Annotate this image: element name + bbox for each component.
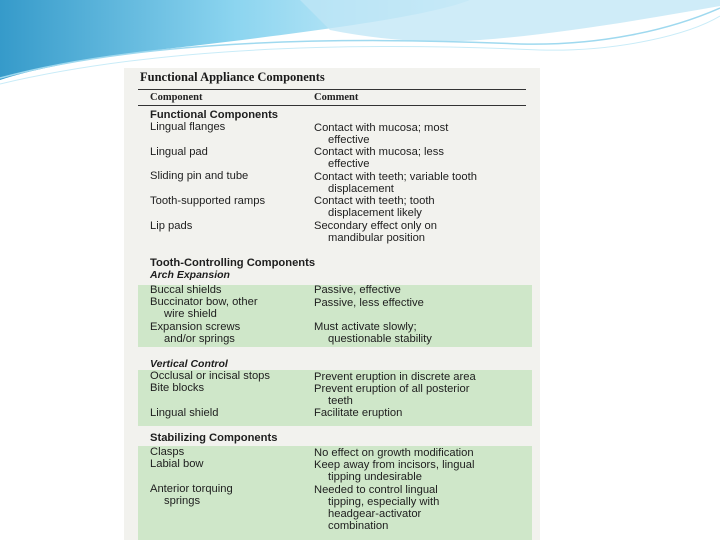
comment-cell: Prevent eruption in discrete area bbox=[314, 371, 476, 383]
comment-cell: Passive, less effective bbox=[314, 297, 424, 309]
table-scan bbox=[124, 68, 540, 540]
header-rule-bottom bbox=[138, 105, 526, 106]
section-heading-tooth-controlling: Tooth-Controlling Components bbox=[150, 257, 316, 269]
component-cell: Buccinator bow, other bbox=[150, 296, 258, 308]
comment-cell: Contact with mucosa; most bbox=[314, 122, 449, 134]
comment-cell: effective bbox=[328, 134, 370, 146]
comment-cell: Contact with mucosa; less bbox=[314, 146, 444, 158]
component-cell: Lingual shield bbox=[150, 407, 219, 419]
subheading-vertical-control: Vertical Control bbox=[150, 358, 228, 370]
component-cell: springs bbox=[164, 495, 201, 507]
component-cell: Clasps bbox=[150, 446, 185, 458]
component-cell: Expansion screws bbox=[150, 321, 241, 333]
component-cell: Lip pads bbox=[150, 220, 193, 232]
comment-cell: Contact with teeth; variable tooth bbox=[314, 171, 477, 183]
component-cell: Lingual flanges bbox=[150, 121, 226, 133]
comment-cell: tipping undesirable bbox=[328, 471, 422, 483]
section-heading-stabilizing: Stabilizing Components bbox=[150, 432, 278, 444]
comment-cell: Prevent eruption of all posterior bbox=[314, 383, 470, 395]
comment-cell: combination bbox=[328, 520, 389, 532]
table-title: Functional Appliance Components bbox=[140, 70, 325, 84]
comment-cell: Facilitate eruption bbox=[314, 407, 403, 419]
comment-cell: questionable stability bbox=[328, 333, 432, 345]
comment-cell: teeth bbox=[328, 395, 353, 407]
comment-cell: displacement likely bbox=[328, 207, 422, 219]
component-cell: Labial bow bbox=[150, 458, 204, 470]
comment-cell: Secondary effect only on bbox=[314, 220, 437, 232]
component-cell: wire shield bbox=[164, 308, 217, 320]
comment-cell: mandibular position bbox=[328, 232, 426, 244]
component-cell: Lingual pad bbox=[150, 146, 208, 158]
component-cell: Occlusal or incisal stops bbox=[150, 370, 270, 382]
column-header-component: Component bbox=[150, 92, 203, 103]
comment-cell: Keep away from incisors, lingual bbox=[314, 459, 475, 471]
comment-cell: Must activate slowly; bbox=[314, 321, 417, 333]
comment-cell: Passive, effective bbox=[314, 284, 401, 296]
header-rule-top bbox=[138, 89, 526, 90]
comment-cell: displacement bbox=[328, 183, 394, 195]
component-cell: Buccal shields bbox=[150, 284, 222, 296]
subheading-arch-expansion: Arch Expansion bbox=[150, 269, 230, 281]
column-header-comment: Comment bbox=[314, 92, 359, 103]
comment-cell: No effect on growth modification bbox=[314, 447, 474, 459]
component-cell: Sliding pin and tube bbox=[150, 170, 249, 182]
comment-cell: tipping, especially with bbox=[328, 496, 440, 508]
comment-cell: Contact with teeth; tooth bbox=[314, 195, 435, 207]
component-cell: and/or springs bbox=[164, 333, 235, 345]
comment-cell: effective bbox=[328, 158, 370, 170]
comment-cell: Needed to control lingual bbox=[314, 484, 438, 496]
comment-cell: headgear-activator bbox=[328, 508, 422, 520]
component-cell: Bite blocks bbox=[150, 382, 205, 394]
component-cell: Tooth-supported ramps bbox=[150, 195, 266, 207]
component-cell: Anterior torquing bbox=[150, 483, 233, 495]
section-heading-functional: Functional Components bbox=[150, 109, 279, 121]
